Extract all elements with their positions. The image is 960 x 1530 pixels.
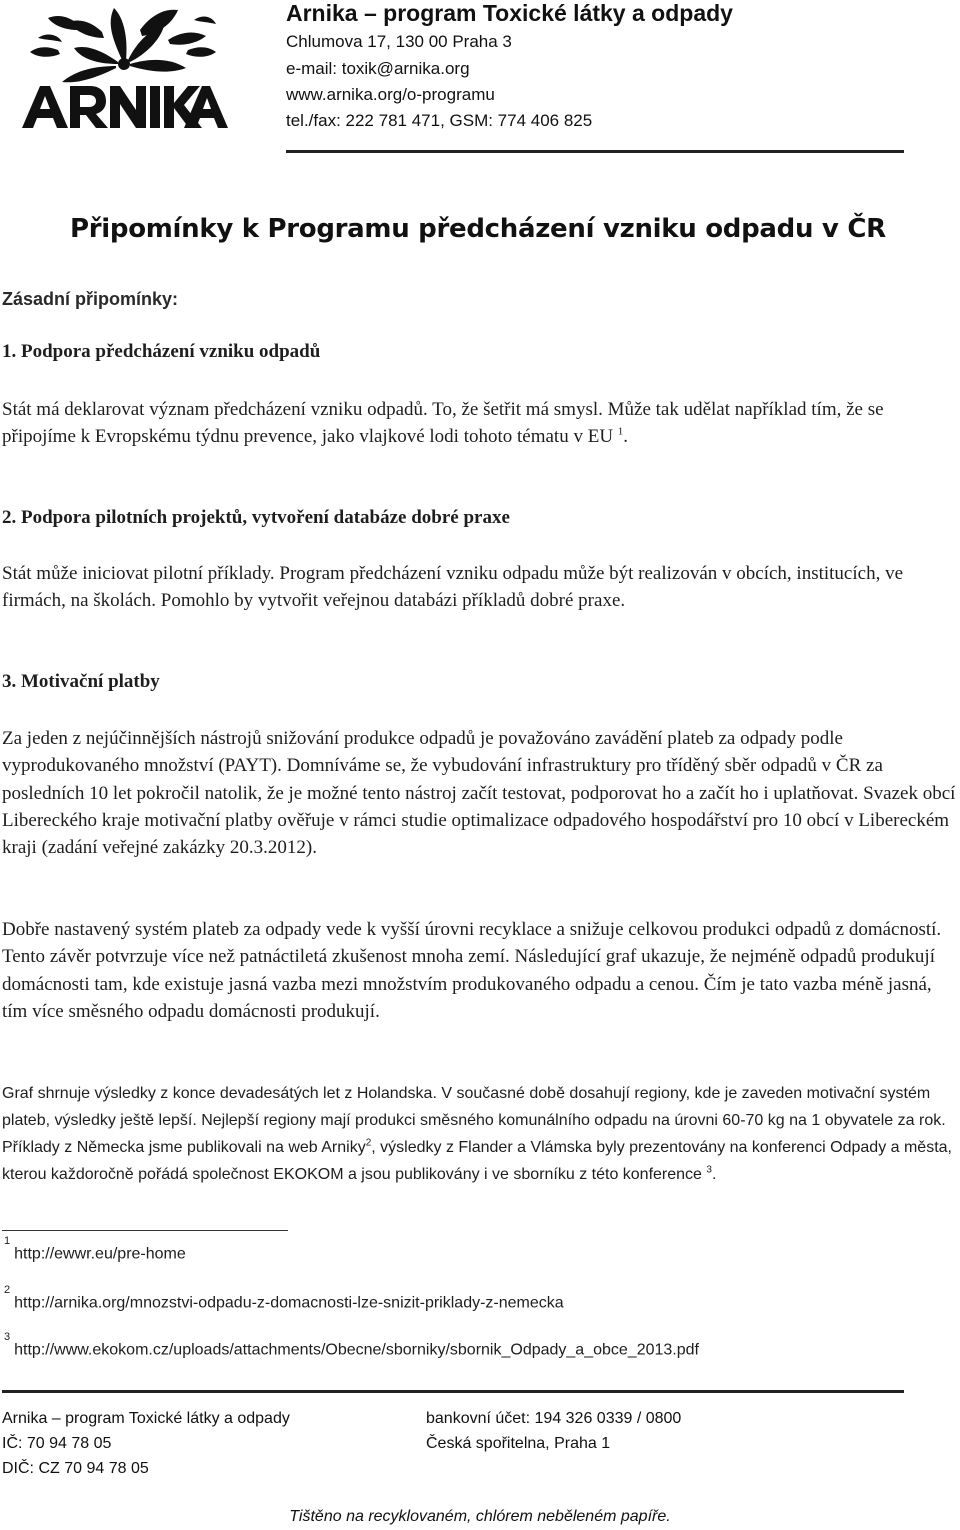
footer-recycled-note: Tištěno na recyklovaném, chlórem neběleném papíře. [289,1508,671,1525]
footer-divider [2,1390,904,1393]
point-3-text-2: Dobře nastavený systém plateb za odpady vede k vyšší úrovni recyklace a snižuje celkovou produkci odpadů z domácností. Tento závěr potvrzuje více než patnáctiletá zkušenost mnoha zemí. Následující graf ukazuje, že nejméně odpadů produkují domácnosti tam, kde existuje jasná vazba mezi množstvím produkovaného odpadu a cenou. Čím je tato vazba méně jasná, tím více směsného odpadu domácnosti produkují. [2,919,942,1022]
point-3-text-3: Graf shrnuje výsledky z konce devadesátých let z Holandska. V současné době dosahují regiony, kde je zaveden motivační systém plateb, výsledky ještě lepší. Nejlepší regiony mají produkci směsného komunálního odpadu na úrovni 60-70 kg na 1 obyvatele za rok. Příklady z Německa jsme publikovali na web Arniky$^2$, výsledky z Flander a Vlámska byly prezentovány na konferenci Odpady a města, kterou každoročně pořádá společnost EKOKOM a jsou publikovány i ve sborníku z této konference $^3$. [2,1085,952,1183]
footnote-1-link[interactable]: http://ewwr.eu/pre-home [14,1245,186,1263]
footer-bank-name: Česká spořitelna, Praha 1 [426,1435,611,1452]
footnote-ref-1[interactable]: 1 [617,425,624,438]
org-web-link[interactable]: www.arnika.org/o-programu [286,85,495,104]
footnote-divider [2,1230,288,1231]
point-1-heading: 1. Podpora předcházení vzniku odpadů [2,341,321,362]
footnote-3-link[interactable]: http://www.ekokom.cz/uploads/attachments/Obecne/sborniky/sbornik_Odpady_a_obce_2013.pdf [14,1341,699,1359]
footnote-ref-3[interactable]: 3 [706,1164,712,1176]
footer-dic: DIČ: CZ 70 94 78 05 [2,1460,149,1477]
footnote-1: $^1$http://ewwr.eu/pre-home [4,1235,186,1263]
footnote-ref-2[interactable]: 2 [365,1137,372,1149]
point-2-text: Stát může iniciovat pilotní příklady. Program předcházení vzniku odpadu může být realizován v obcích, institucích, ve firmách, na školách. Pomohlo by vytvořit veřejnou databázi příkladů dobré praxe. [2,563,904,612]
section-heading: Zásadní připomínky: [2,289,179,309]
footnote-2-link[interactable]: http://arnika.org/mnozstvi-odpadu-z-domacnosti-lze-snizit-priklady-z-nemecka [14,1294,564,1312]
document-title: Připomínky k Programu předcházení vzniku odpadu v ČR [70,214,886,244]
footer-org-name: Arnika – program Toxické látky a odpady [2,1410,290,1427]
org-email[interactable]: e-mail: toxik@arnika.org [286,59,470,78]
footer-bank-account: bankovní účet: 194 326 0339 / 0800 [426,1410,682,1427]
header-divider [286,150,904,153]
point-2-heading: 2. Podpora pilotních projektů, vytvoření databáze dobré praxe [2,507,510,528]
org-phone: tel./fax: 222 781 471, GSM: 774 406 825 [286,111,593,130]
point-3-text: Za jeden z nejúčinnějších nástrojů snižování produkce odpadů je považováno zavádění plateb za odpady podle vyprodukovaného množství (PAYT). Domníváme se, že vybudování infrastruktury pro tříděný sběr odpadů v ČR za posledních 10 let pokročil natolik, že je možné tento nástroj začít testovat, podporovat ho a začít ho i uplatňovat. Svazek obcí Libereckého kraje motivační platby ověřuje v rámci studie optimalizace odpadového hospodářství pro 10 obcí v Libereckém kraji (zadání veřejné zakázky 20.3.2012). [2,728,956,859]
point-3-heading: 3. Motivační platby [2,671,160,692]
footnote-2: $^2$http://arnika.org/mnozstvi-odpadu-z-domacnosti-lze-snizit-priklady-z-nemecka [4,1284,564,1312]
org-name: Arnika – program Toxické látky a odpady [286,0,733,26]
footnote-3: $^3$http://www.ekokom.cz/uploads/attachments/Obecne/sborniky/sbornik_Odpady_a_obce_2013.pdf [4,1331,699,1359]
org-address: Chlumova 17, 130 00 Praha 3 [286,32,512,51]
point-1-text: Stát má deklarovat význam předcházení vzniku odpadů. To, že šetřit má smysl. Může tak udělat například tím, že se připojíme k Evropskému týdnu prevence, jako vlajkové lodi tohoto tématu v EU $^1$. [2,399,884,448]
footer-ic: IČ: 70 94 78 05 [2,1435,112,1452]
arnika-logo [18,2,228,132]
